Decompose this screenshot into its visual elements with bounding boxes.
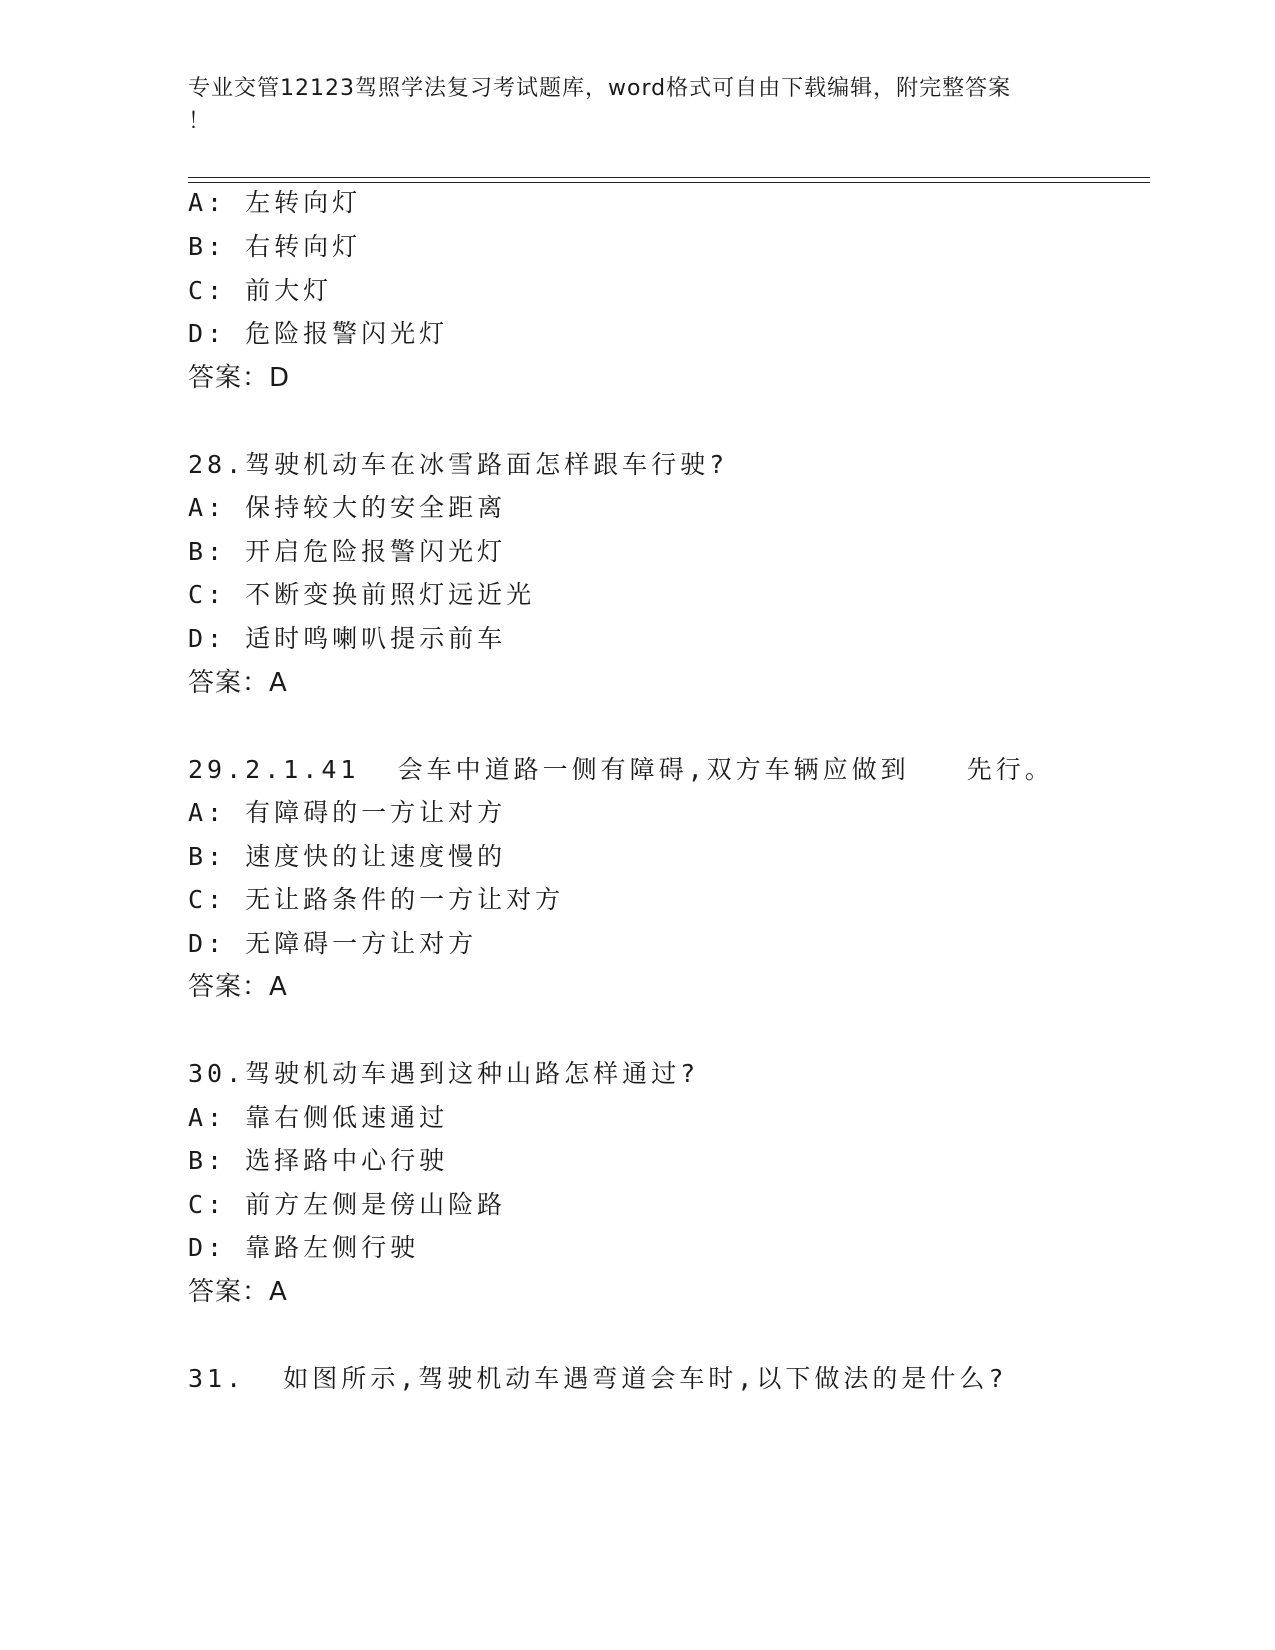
q30-option-a: A: 靠右侧低速通过 [188,1103,449,1132]
q29-option-b: B: 速度快的让速度慢的 [188,842,507,871]
q30-option-c: C: 前方左侧是傍山险路 [188,1190,507,1219]
q27-option-b: B: 右转向灯 [188,232,362,261]
q30-option-d: D: 靠路左侧行驶 [188,1233,420,1262]
q27-option-a: A: 左转向灯 [188,188,362,217]
q27-option-c: C: 前大灯 [188,276,333,305]
q31-question: 31. 如图所示,驾驶机动车遇弯道会车时,以下做法的是什么? [188,1364,1008,1393]
header-divider-bottom [188,182,1150,183]
q30-option-b: B: 选择路中心行驶 [188,1146,449,1175]
q28-option-a: A: 保持较大的安全距离 [188,493,507,522]
q28-option-b: B: 开启危险报警闪光灯 [188,537,507,566]
header-divider-top [188,177,1150,178]
document-header [188,72,1068,138]
header-title: 专业交管12123驾照学法复习考试题库，word格式可自由下载编辑，附完整答案 [188,76,1012,101]
q29-option-d: D: 无障碍一方让对方 [188,929,478,958]
q28-question: 28.驾驶机动车在冰雪路面怎样跟车行驶? [188,450,729,479]
q29-option-c: C: 无让路条件的一方让对方 [188,885,565,914]
q29-option-a: A: 有障碍的一方让对方 [188,798,507,827]
q29-question: 29.2.1.41 会车中道路一侧有障碍,双方车辆应做到 先行。 [188,755,1054,784]
q28-option-c: C: 不断变换前照灯远近光 [188,580,536,609]
q28-answer: 答案：A [188,668,288,698]
q27-answer: 答案：D [188,363,291,393]
q30-answer: 答案：A [188,1277,288,1307]
q27-option-d: D: 危险报警闪光灯 [188,319,449,348]
q29-answer: 答案：A [188,972,288,1002]
q30-question: 30.驾驶机动车遇到这种山路怎样通过? [188,1059,700,1088]
header-title-end: ！ [188,109,212,134]
q28-option-d: D: 适时鸣喇叭提示前车 [188,624,507,653]
